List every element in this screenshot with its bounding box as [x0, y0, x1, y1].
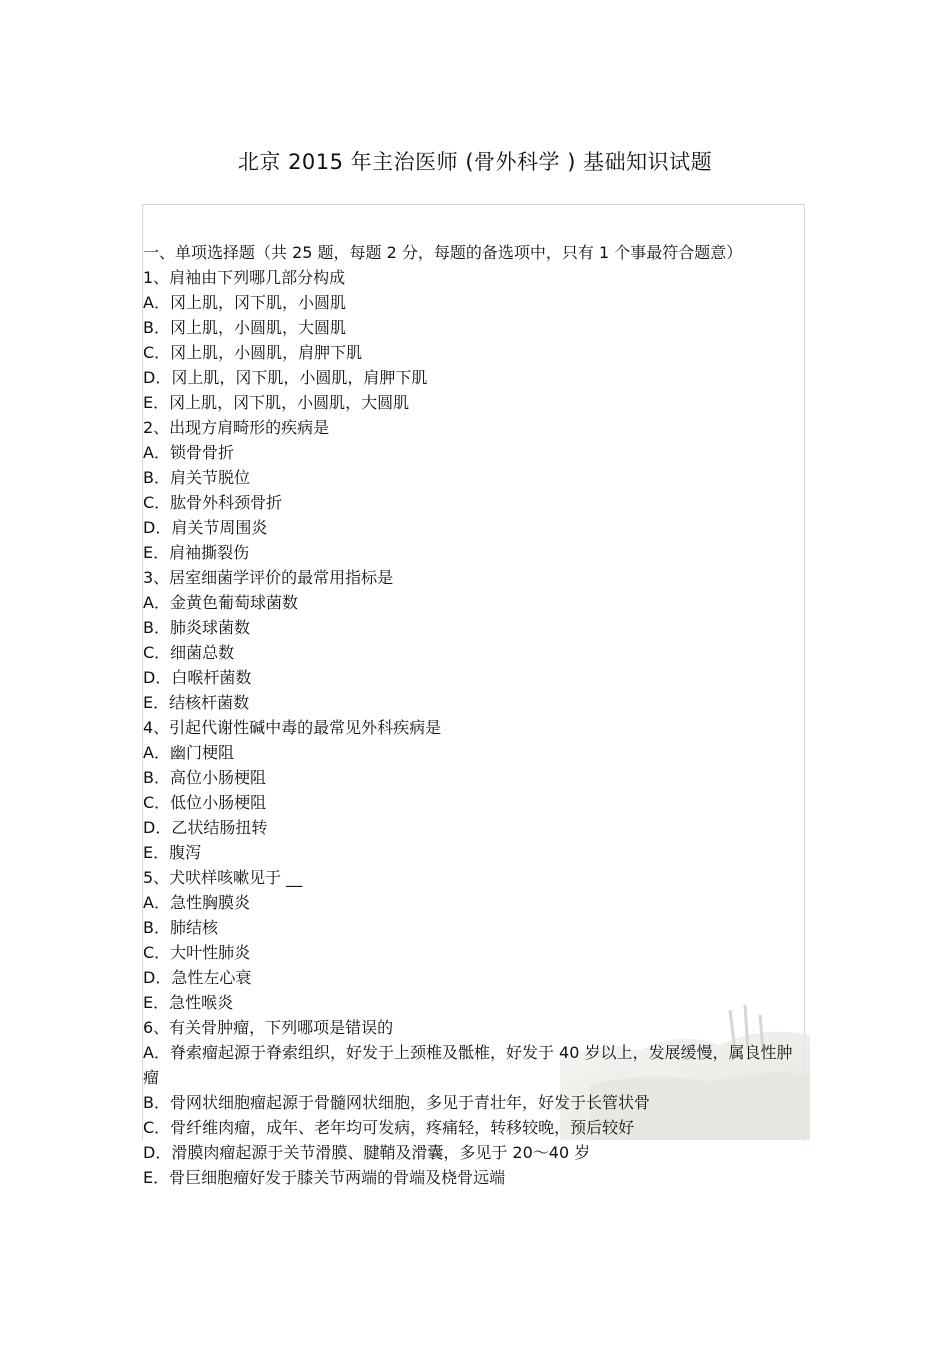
option: B．肺炎球菌数 — [143, 618, 250, 637]
option: C．骨纤维肉瘤，成年、老年均可发病，疼痛轻，转移较晚，预后较好 — [143, 1118, 635, 1137]
option: A．冈上肌，冈下肌，小圆肌 — [143, 293, 346, 312]
option: E．腹泻 — [143, 843, 202, 862]
option: B．高位小肠梗阻 — [143, 768, 266, 787]
document-title: 北京 2015 年主治医师 (骨外科学 ) 基础知识试题 — [237, 150, 713, 174]
option: D．乙状结肠扭转 — [143, 818, 268, 837]
option: C．细菌总数 — [143, 643, 235, 662]
option: A．急性胸膜炎 — [143, 893, 250, 912]
question-list — [143, 240, 803, 1190]
option: C．低位小肠梗阻 — [143, 793, 267, 812]
option: E．骨巨细胞瘤好发于膝关节两端的骨端及桡骨远端 — [143, 1168, 506, 1187]
option: E．冈上肌，冈下肌，小圆肌，大圆肌 — [143, 393, 410, 412]
option: E．肩袖撕裂伤 — [143, 543, 250, 562]
section-header: 一、单项选择题（共 25 题，每题 2 分，每题的备选项中，只有 1 个事最符合题意） — [143, 243, 743, 262]
question-stem: 4、引起代谢性碱中毒的最常见外科疾病是 — [143, 718, 442, 737]
question-stem: 2、出现方肩畸形的疾病是 — [143, 418, 330, 437]
option: B．肩关节脱位 — [143, 468, 250, 487]
option: A．脊索瘤起源于脊索组织，好发于上颈椎及骶椎，好发于 40 岁以上，发展缓慢，属良性肿瘤 — [143, 1043, 793, 1087]
question-stem: 3、居室细菌学评价的最常用指标是 — [143, 568, 394, 587]
question-stem: 1、肩袖由下列哪几部分构成 — [143, 268, 346, 287]
question-stem: 5、犬吠样咳嗽见于 __ — [143, 868, 303, 887]
option: B．肺结核 — [143, 918, 218, 937]
option: D．冈上肌，冈下肌，小圆肌，肩胛下肌 — [143, 368, 428, 387]
option: B．骨网状细胞瘤起源于骨髓网状细胞，多见于青壮年，好发于长管状骨 — [143, 1093, 650, 1112]
question-stem: 6、有关骨肿瘤，下列哪项是错误的 — [143, 1018, 394, 1037]
option: D．急性左心衰 — [143, 968, 252, 987]
option: E．急性喉炎 — [143, 993, 234, 1012]
option: C．冈上肌，小圆肌，肩胛下肌 — [143, 343, 363, 362]
option: B．冈上肌，小圆肌，大圆肌 — [143, 318, 346, 337]
option: D．滑膜肉瘤起源于关节滑膜、腱鞘及滑囊，多见于 20～40 岁 — [143, 1143, 591, 1162]
option: D．肩关节周围炎 — [143, 518, 268, 537]
option: A．金黄色葡萄球菌数 — [143, 593, 298, 612]
option: C．大叶性肺炎 — [143, 943, 251, 962]
option: D．白喉杆菌数 — [143, 668, 252, 687]
option: A．幽门梗阻 — [143, 743, 234, 762]
option: E．结核杆菌数 — [143, 693, 250, 712]
option: C．肱骨外科颈骨折 — [143, 493, 283, 512]
option: A．锁骨骨折 — [143, 443, 234, 462]
